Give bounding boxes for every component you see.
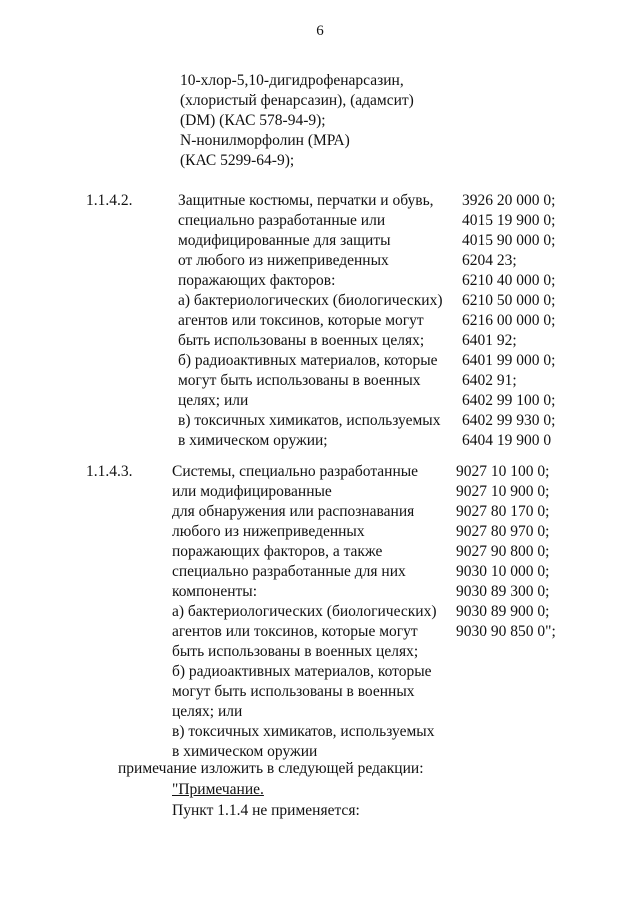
intro-block bbox=[180, 71, 414, 171]
description-line: б) радиоактивных материалов, которые bbox=[172, 663, 432, 680]
code-line: 6204 23; bbox=[462, 252, 517, 269]
description-line: могут быть использованы в военных bbox=[178, 372, 421, 389]
intro-line: 10-хлор-5,10-дигидрофенарсазин, bbox=[180, 72, 404, 89]
description-line: агентов или токсинов, которые могут bbox=[178, 312, 424, 329]
item-codes bbox=[462, 191, 555, 451]
code-line: 9030 90 850 0"; bbox=[456, 623, 556, 640]
description-line: агентов или токсинов, которые могут bbox=[172, 623, 418, 640]
code-line: 9027 90 800 0; bbox=[456, 543, 550, 560]
code-line: 9027 10 900 0; bbox=[456, 483, 550, 500]
code-line: 6210 50 000 0; bbox=[462, 292, 556, 309]
description-line: б) радиоактивных материалов, которые bbox=[178, 352, 438, 369]
code-line: 9030 89 900 0; bbox=[456, 603, 550, 620]
description-line: быть использованы в военных целях; bbox=[172, 643, 419, 660]
description-line: специально разработанные для них bbox=[172, 563, 406, 580]
description-line: компоненты: bbox=[172, 583, 258, 600]
code-line: 4015 90 000 0; bbox=[462, 232, 556, 249]
description-line: а) бактериологических (биологических) bbox=[172, 603, 437, 620]
intro-line: N-нонилморфолин (МРА) bbox=[180, 132, 350, 149]
page-number: 6 bbox=[316, 23, 324, 39]
code-line: 6401 99 000 0; bbox=[462, 352, 556, 369]
code-line: 6402 99 100 0; bbox=[462, 392, 556, 409]
code-line: 9027 80 170 0; bbox=[456, 503, 550, 520]
note-text: Пункт 1.1.4 не применяется: bbox=[172, 802, 360, 819]
description-line: поражающих факторов: bbox=[178, 272, 336, 289]
code-line: 6404 19 900 0 bbox=[462, 432, 552, 449]
code-line: 3926 20 000 0; bbox=[462, 192, 556, 209]
description-line: могут быть использованы в военных bbox=[172, 683, 415, 700]
description-line: в химическом оружии; bbox=[178, 432, 328, 449]
description-line: быть использованы в военных целях; bbox=[178, 332, 425, 349]
description-line: Системы, специально разработанные bbox=[172, 463, 419, 480]
description-line: поражающих факторов, а также bbox=[172, 543, 383, 560]
code-line: 6216 00 000 0; bbox=[462, 312, 556, 329]
description-line: Защитные костюмы, перчатки и обувь, bbox=[178, 192, 434, 209]
code-line: 4015 19 900 0; bbox=[462, 212, 556, 229]
intro-line: (хлористый фенарсазин), (адамсит) bbox=[180, 92, 414, 109]
description-line: а) бактериологических (биологических) bbox=[178, 292, 443, 309]
description-line: целях; или bbox=[178, 392, 249, 409]
code-line: 6401 92; bbox=[462, 332, 517, 349]
item-description bbox=[178, 191, 442, 451]
code-line: 9027 10 100 0; bbox=[456, 463, 550, 480]
description-line: в) токсичных химикатов, используемых bbox=[172, 723, 435, 740]
code-line: 6402 99 930 0; bbox=[462, 412, 556, 429]
description-line: для обнаружения или распознавания bbox=[172, 503, 415, 520]
description-line: модифицированные для защиты bbox=[178, 232, 391, 249]
item-description bbox=[172, 462, 436, 762]
description-line: любого из нижеприведенных bbox=[172, 523, 365, 540]
intro-line: (КАС 5299-64-9); bbox=[180, 152, 295, 169]
code-line: 9030 89 300 0; bbox=[456, 583, 550, 600]
description-line: целях; или bbox=[172, 703, 243, 720]
item-number: 1.1.4.3. bbox=[86, 463, 133, 480]
code-line: 6402 91; bbox=[462, 372, 517, 389]
item-codes bbox=[456, 462, 556, 642]
description-line: от любого из нижеприведенных bbox=[178, 252, 389, 269]
code-line: 6210 40 000 0; bbox=[462, 272, 556, 289]
code-line: 9027 80 970 0; bbox=[456, 523, 550, 540]
intro-line: (DM) (КАС 578-94-9); bbox=[180, 112, 326, 129]
description-line: в химическом оружии bbox=[172, 743, 318, 760]
note-heading: "Примечание. bbox=[172, 781, 264, 798]
code-line: 9030 10 000 0; bbox=[456, 563, 550, 580]
note-intro: примечание изложить в следующей редакции: bbox=[118, 760, 424, 777]
item-number: 1.1.4.2. bbox=[86, 192, 133, 209]
description-line: или модифицированные bbox=[172, 483, 332, 500]
description-line: специально разработанные или bbox=[178, 212, 386, 229]
description-line: в) токсичных химикатов, используемых bbox=[178, 412, 441, 429]
